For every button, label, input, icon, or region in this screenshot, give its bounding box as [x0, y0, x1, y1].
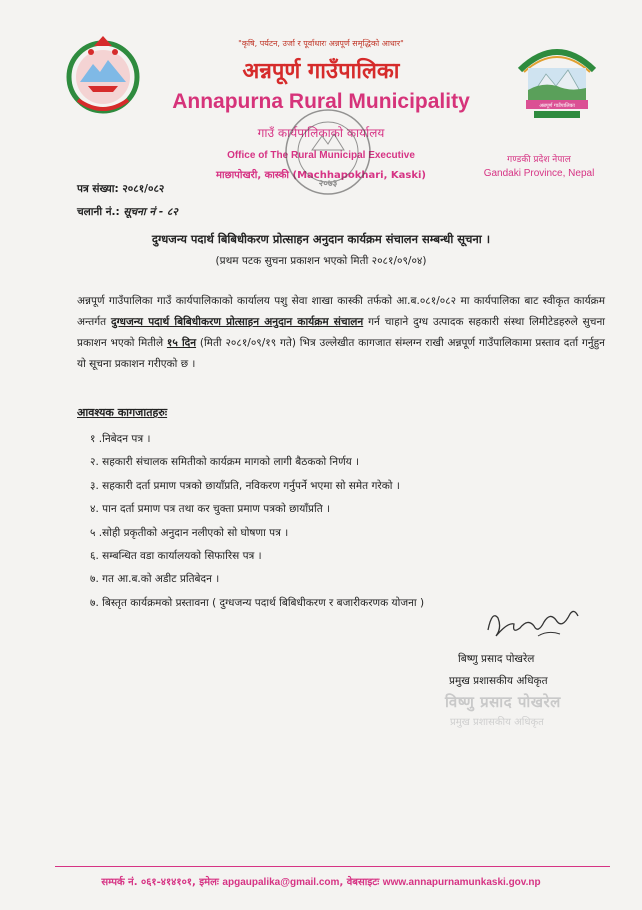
- slogan: "कृषि, पर्यटन, उर्जा र पूर्वाधारः अन्नपूर्ण समृद्धिको आधार": [238, 39, 404, 48]
- footer-website-label: , वेबसाइटः: [339, 877, 380, 888]
- letter-number: पत्र संख्या: २०८१/०८२: [77, 183, 165, 195]
- notice-body-part-1: अन्नपूर्ण गाउँपालिका गाउँ कार्यपालिकाको कार्यालय पशु सेवा शाखा कास्की तर्फको आ.ब.०८१/०८२ मा कार्यपालिका बाट स्वीकृत कार्यक्रम अन्तर्गत: [77, 295, 605, 328]
- footer-contact: [0, 874, 642, 888]
- municipality-name-nepali: अन्नपूर्ण गाउँपालिका: [242, 59, 400, 84]
- list-item: ५ .सोही प्रकृतीको अनुदान नलीएको सो घोषणा पत्र ।: [90, 526, 289, 539]
- signatory-title: प्रमुख प्रशासकीय अधिकृत: [449, 675, 548, 687]
- deadline-days: १५ दिन: [166, 337, 197, 349]
- office-seal-icon: [282, 106, 374, 198]
- name-stamp: विष्णु प्रसाद पोखरेल: [445, 693, 561, 711]
- required-documents-heading: आवश्यक कागजातहरुः: [77, 406, 168, 419]
- notice-subject: दुग्धजन्य पदार्थ बिबिधीकरण प्रोत्साहन अनुदान कार्यक्रम संचालन सम्बन्धी सूचना ।: [151, 232, 491, 246]
- programme-name: दुग्धजन्य पदार्थ बिबिधीकरण प्रोत्साहन अनुदान कार्यक्रम संचालन: [111, 316, 364, 328]
- signatory-name: बिष्णु प्रसाद पोखरेल: [458, 653, 535, 665]
- office-name-english: Office of The Rural Municipal Executive: [227, 150, 415, 161]
- notice-body: [77, 291, 605, 375]
- municipality-name-english: Annapurna Rural Municipality: [172, 90, 470, 113]
- svg-text:अन्नपूर्ण गाउँपालिका: अन्नपूर्ण गाउँपालिका: [539, 103, 575, 109]
- notice-publication-date: (प्रथम पटक सुचना प्रकाशन भएको मिती २०८१/०९/०४): [215, 255, 427, 267]
- footer-divider: [55, 866, 610, 867]
- dispatch-number-value: सूचना नं - ८२: [123, 206, 178, 218]
- dispatch-number-label: चलानी नं.:: [77, 206, 120, 218]
- notice-body-part-2: गर्न चाहाने दुग्ध उत्पादक सहकारी संस्था लिमीटेडहरुले सुचना प्रकाशन भएको मितीले: [77, 316, 605, 349]
- list-item: ४. पान दर्ता प्रमाण पत्र तथा कर चुक्ता प्रमाण पत्रको छायाँप्रति ।: [90, 503, 331, 516]
- footer-email[interactable]: apgaupalika@gmail.com: [222, 877, 340, 888]
- list-item: १ .निबेदन पत्र ।: [90, 433, 151, 445]
- office-name-nepali: गाउँ कार्यपालिकाको कार्यालय: [257, 126, 385, 140]
- list-item: २. सहकारी संचालक समितीको कार्यक्रम मागको लागी बैठकको निर्णय ।: [90, 456, 360, 469]
- footer-phone-label: सम्पर्क नं. ०६१-४१४१०१, इमेलः: [101, 877, 219, 888]
- footer-website[interactable]: www.annapurnamunkaski.gov.np: [382, 877, 541, 888]
- list-item: ३. सहकारी दर्ता प्रमाण पत्रको छायाँप्रति, नविकरण गर्नुपर्ने भएमा सो समेत गरेको ।: [90, 479, 400, 492]
- list-item: ७. बिस्तृत कार्यक्रमको प्रस्तावना ( दुग्धजन्य पदार्थ बिबिधीकरण र बजारीकरणक योजना ): [90, 596, 425, 609]
- dispatch-number: [77, 205, 178, 219]
- province-english: Gandaki Province, Nepal: [483, 168, 595, 179]
- seal-year: २०७३: [318, 179, 338, 189]
- list-item: ७. गत आ.ब.को अडीट प्रतिबेदन ।: [90, 573, 220, 586]
- notice-body-part-3: (मिती २०८१/०९/१९ गते) भित्र उल्लेखीत कागजात संम्लग्न राखी अन्नपूर्ण गाउँपालिकामा प्रस्ताव दर्ता गर्नुहुन यो सूचना प्रकाशन गरीएको छ ।: [77, 337, 605, 370]
- title-stamp: प्रमुख प्रशासकीय अधिकृत: [450, 717, 544, 728]
- required-documents-list: [90, 428, 600, 615]
- handwritten-signature-icon: [478, 600, 588, 646]
- list-item: ६. सम्बन्धित वडा कार्यालयको सिफारिस पत्र ।: [90, 549, 262, 562]
- office-address: माछापोखरी, कास्की (Machhapokhari, Kaski): [216, 170, 426, 181]
- province-nepali: गण्डकी प्रदेश नेपाल: [507, 155, 571, 165]
